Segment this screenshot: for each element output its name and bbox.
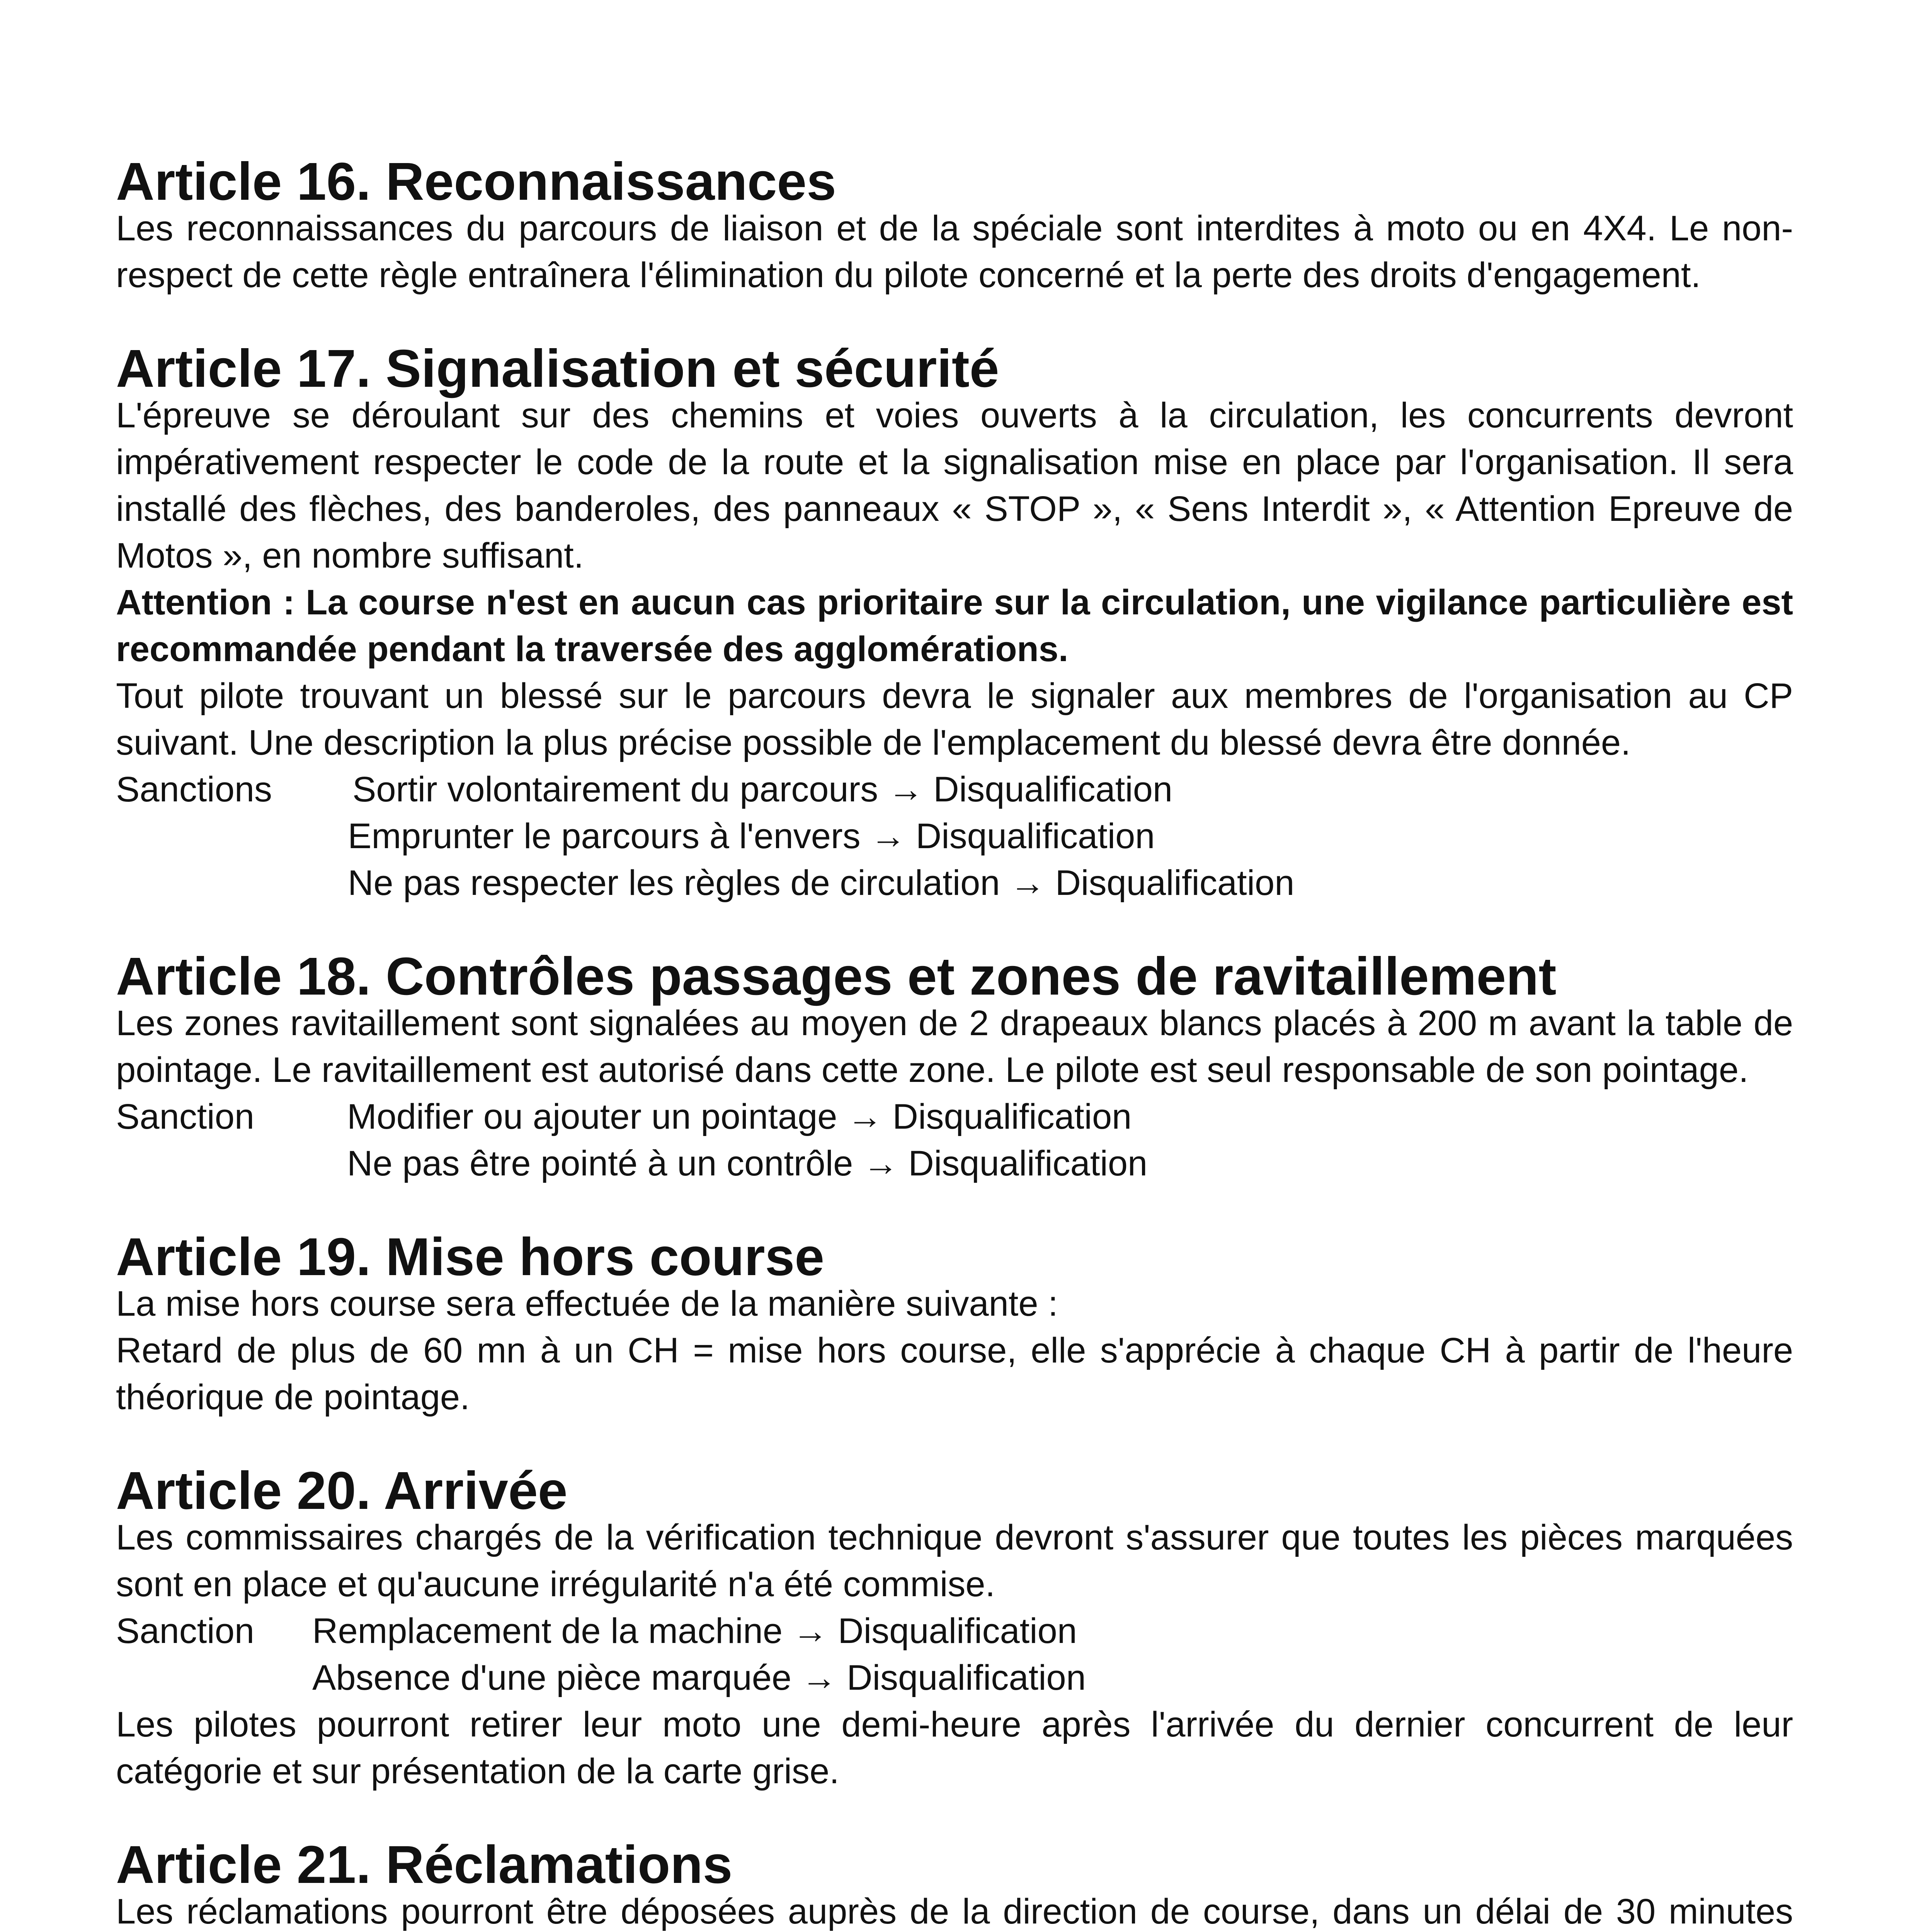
article-paragraph: La mise hors course sera effectuée de la manière suivante : [116, 1284, 1058, 1323]
sanction-item: Ne pas respecter les règles de circulation → Disqualification [348, 863, 1295, 903]
article-title: Article 21. Réclamations [116, 1835, 733, 1895]
article-title: Article 17. Signalisation et sécurité [116, 339, 999, 398]
article-title: Article 18. Contrôles passages et zones de ravitaillement [116, 947, 1557, 1006]
article-18 [116, 947, 1793, 1187]
article-19 [116, 1227, 1793, 1421]
sanction-label: Sanctions [116, 770, 272, 809]
document-page [116, 152, 1793, 1932]
sanction-item: Emprunter le parcours à l'envers → Disqualification [348, 816, 1155, 856]
article-21 [116, 1835, 1793, 1932]
article-paragraph: Les zones ravitaillement sont signalées au moyen de 2 drapeaux blancs placés à 200 m avant la table de pointage. Le ravitaillement est autorisé dans cette zone. Le pilote est seul responsable de son pointage. [116, 1003, 1793, 1090]
article-16 [116, 152, 1793, 299]
sanction-block [116, 1608, 1793, 1701]
article-paragraph: Les réclamations pourront être déposées auprès de la direction de course, dans un délai de 30 minutes [116, 1892, 1793, 1931]
warning-paragraph: Attention : La course n'est en aucun cas prioritaire sur la circulation, une vigilance particulière est recommandée pendant la traversée des agglomérations. [116, 583, 1793, 669]
sanction-block [116, 1094, 1793, 1187]
sanction-item: Absence d'une pièce marquée → Disqualification [312, 1658, 1086, 1697]
article-17 [116, 339, 1793, 906]
sanction-list [347, 1094, 1147, 1187]
article-paragraph: Tout pilote trouvant un blessé sur le parcours devra le signaler aux membres de l'organisation au CP suivant. Une description la plus précise possible de l'emplacement du blessé devra être donnée. [116, 676, 1793, 762]
article-title: Article 19. Mise hors course [116, 1227, 825, 1287]
article-20 [116, 1461, 1793, 1795]
sanction-list [348, 766, 1294, 906]
sanction-item: Ne pas être pointé à un contrôle → Disqualification [347, 1144, 1148, 1183]
article-title: Article 16. Reconnaissances [116, 152, 836, 211]
article-paragraph: Les pilotes pourront retirer leur moto une demi-heure après l'arrivée du dernier concurrent de leur catégorie et sur présentation de la carte grise. [116, 1705, 1793, 1791]
sanction-item: Sortir volontairement du parcours → Disqualification [352, 770, 1173, 809]
article-paragraph: Les reconnaissances du parcours de liaison et de la spéciale sont interdites à moto ou en 4X4. Le non-respect de cette règle entraînera l'élimination du pilote concerné et la perte des droits d'engagement. [116, 209, 1793, 295]
sanction-label: Sanction [116, 1611, 255, 1651]
sanction-block [116, 766, 1793, 906]
article-paragraph: Les commissaires chargés de la vérification technique devront s'assurer que toutes les pièces marquées sont en place et qu'aucune irrégularité n'a été commise. [116, 1518, 1793, 1604]
article-paragraph: L'épreuve se déroulant sur des chemins et voies ouverts à la circulation, les concurrents devront impérativement respecter le code de la route et la signalisation mise en place par l'organisation. Il sera installé des flèches, des banderoles, des panneaux « STOP », « Sens Interdit », « Attention Epreuve de Motos », en nombre suffisant. [116, 396, 1793, 575]
article-title: Article 20. Arrivée [116, 1461, 568, 1520]
sanction-item: Remplacement de la machine → Disqualification [312, 1611, 1077, 1651]
sanction-item: Modifier ou ajouter un pointage → Disqualification [347, 1097, 1132, 1136]
sanction-list [312, 1608, 1086, 1701]
article-paragraph: Retard de plus de 60 mn à un CH = mise hors course, elle s'apprécie à chaque CH à partir de l'heure théorique de pointage. [116, 1331, 1793, 1417]
sanction-label: Sanction [116, 1097, 255, 1136]
